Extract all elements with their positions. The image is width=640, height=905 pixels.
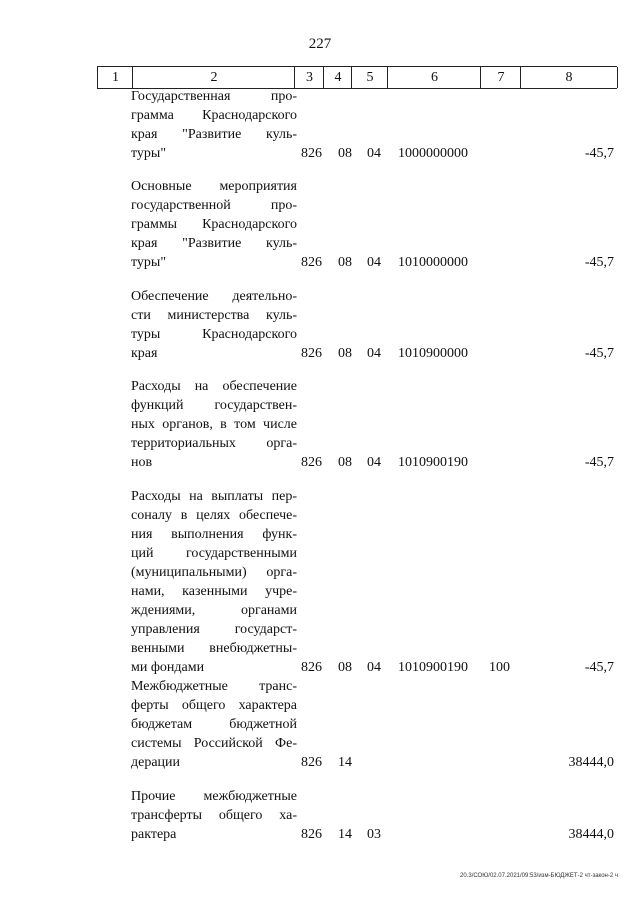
row-name <box>131 377 297 472</box>
row-cell-c7: 100 <box>489 660 510 675</box>
table-header <box>97 66 617 89</box>
row-name-line: Государственная про- <box>131 89 297 104</box>
row-name-line: Межбюджетные транс- <box>131 679 297 694</box>
row-cell-c8: -45,7 <box>584 146 614 161</box>
row-name-line: рактера <box>131 827 177 842</box>
page-number: 227 <box>308 36 332 52</box>
row-name-line: туры Краснодарского <box>131 327 297 342</box>
document-footer-code: 20.3/СОЮ/02.07.2021/09:53/изм-БЮДЖЕТ-2 чт-закон-2 ч <box>460 873 618 879</box>
row-name-line: бюджетам бюджетной <box>131 717 297 732</box>
row-name <box>131 787 297 844</box>
row-cell-c4: 08 <box>338 255 352 270</box>
row-name <box>131 177 297 272</box>
row-cell-c3: 826 <box>301 660 322 675</box>
row-name-line: трансферты общего ха- <box>131 808 297 823</box>
row-cell-c5: 03 <box>367 827 381 842</box>
row-cell-c3: 826 <box>301 755 322 770</box>
row-name-line: ния выполнения функ- <box>131 527 297 542</box>
row-cell-c4: 08 <box>338 660 352 675</box>
row-name-line: венными внебюджетны- <box>131 641 297 656</box>
row-name-line: грамма Краснодарского <box>131 108 297 123</box>
header-col-8: 8 <box>520 67 618 88</box>
header-col-3: 3 <box>294 67 324 88</box>
row-name-line: (муниципальными) орга- <box>131 565 297 580</box>
row-name-line: государственной про- <box>131 198 297 213</box>
row-name-line: ций государственными <box>131 546 297 561</box>
row-cell-c4: 08 <box>338 346 352 361</box>
row-name <box>131 287 297 363</box>
row-name-line: Расходы на выплаты пер- <box>131 489 297 504</box>
header-col-1: 1 <box>97 67 133 88</box>
row-name-line: системы Российской Фе- <box>131 736 297 751</box>
row-cell-c8: -45,7 <box>584 660 614 675</box>
row-name-line: туры" <box>131 255 167 270</box>
row-name-line: дерации <box>131 755 181 770</box>
row-cell-c3: 826 <box>301 255 322 270</box>
row-name-line: территориальных орга- <box>131 436 297 451</box>
header-col-7: 7 <box>480 67 521 88</box>
row-name-line: края "Развитие куль- <box>131 236 297 251</box>
row-cell-c5: 04 <box>367 255 381 270</box>
row-name-line: функций государствен- <box>131 398 297 413</box>
row-name-line: Расходы на обеспечение <box>131 379 297 394</box>
row-cell-c6: 1010900190 <box>398 660 468 675</box>
header-col-6: 6 <box>387 67 481 88</box>
row-cell-c4: 08 <box>338 455 352 470</box>
row-cell-c6: 1010000000 <box>398 255 468 270</box>
row-name-line: ждениями, органами <box>131 603 297 618</box>
row-cell-c4: 08 <box>338 146 352 161</box>
row-cell-c8: -45,7 <box>584 255 614 270</box>
row-cell-c3: 826 <box>301 146 322 161</box>
header-col-4: 4 <box>323 67 352 88</box>
row-name-line: граммы Краснодарского <box>131 217 297 232</box>
row-name-line: ных органов, в том числе <box>131 417 297 432</box>
row-cell-c6: 1010900000 <box>398 346 468 361</box>
row-cell-c3: 826 <box>301 827 322 842</box>
row-cell-c4: 14 <box>338 827 352 842</box>
row-name-line: Основные мероприятия <box>131 179 297 194</box>
row-name <box>131 487 297 677</box>
header-col-5: 5 <box>351 67 388 88</box>
row-name-line: ферты общего характера <box>131 698 297 713</box>
row-cell-c5: 04 <box>367 346 381 361</box>
row-cell-c5: 04 <box>367 660 381 675</box>
header-col-2: 2 <box>132 67 295 88</box>
row-cell-c3: 826 <box>301 455 322 470</box>
row-name-line: Обеспечение деятельно- <box>131 289 297 304</box>
row-name-line: ми фондами <box>131 660 205 675</box>
row-cell-c6: 1010900190 <box>398 455 468 470</box>
row-name-line: края "Развитие куль- <box>131 127 297 142</box>
row-name <box>131 677 297 772</box>
row-name-line: нами, казенными учре- <box>131 584 297 599</box>
row-cell-c8: 38444,0 <box>568 755 614 770</box>
row-name-line: края <box>131 346 158 361</box>
row-cell-c6: 1000000000 <box>398 146 468 161</box>
row-name-line: сти министерства куль- <box>131 308 297 323</box>
row-cell-c4: 14 <box>338 755 352 770</box>
row-cell-c8: -45,7 <box>584 455 614 470</box>
row-cell-c5: 04 <box>367 146 381 161</box>
row-name-line: нов <box>131 455 153 470</box>
row-cell-c5: 04 <box>367 455 381 470</box>
row-name-line: управления государст- <box>131 622 297 637</box>
row-name-line: Прочие межбюджетные <box>131 789 297 804</box>
row-cell-c8: 38444,0 <box>568 827 614 842</box>
row-cell-c3: 826 <box>301 346 322 361</box>
row-name-line: туры" <box>131 146 167 161</box>
row-cell-c8: -45,7 <box>584 346 614 361</box>
row-name <box>131 87 297 163</box>
row-name-line: соналу в целях обеспече- <box>131 508 297 523</box>
